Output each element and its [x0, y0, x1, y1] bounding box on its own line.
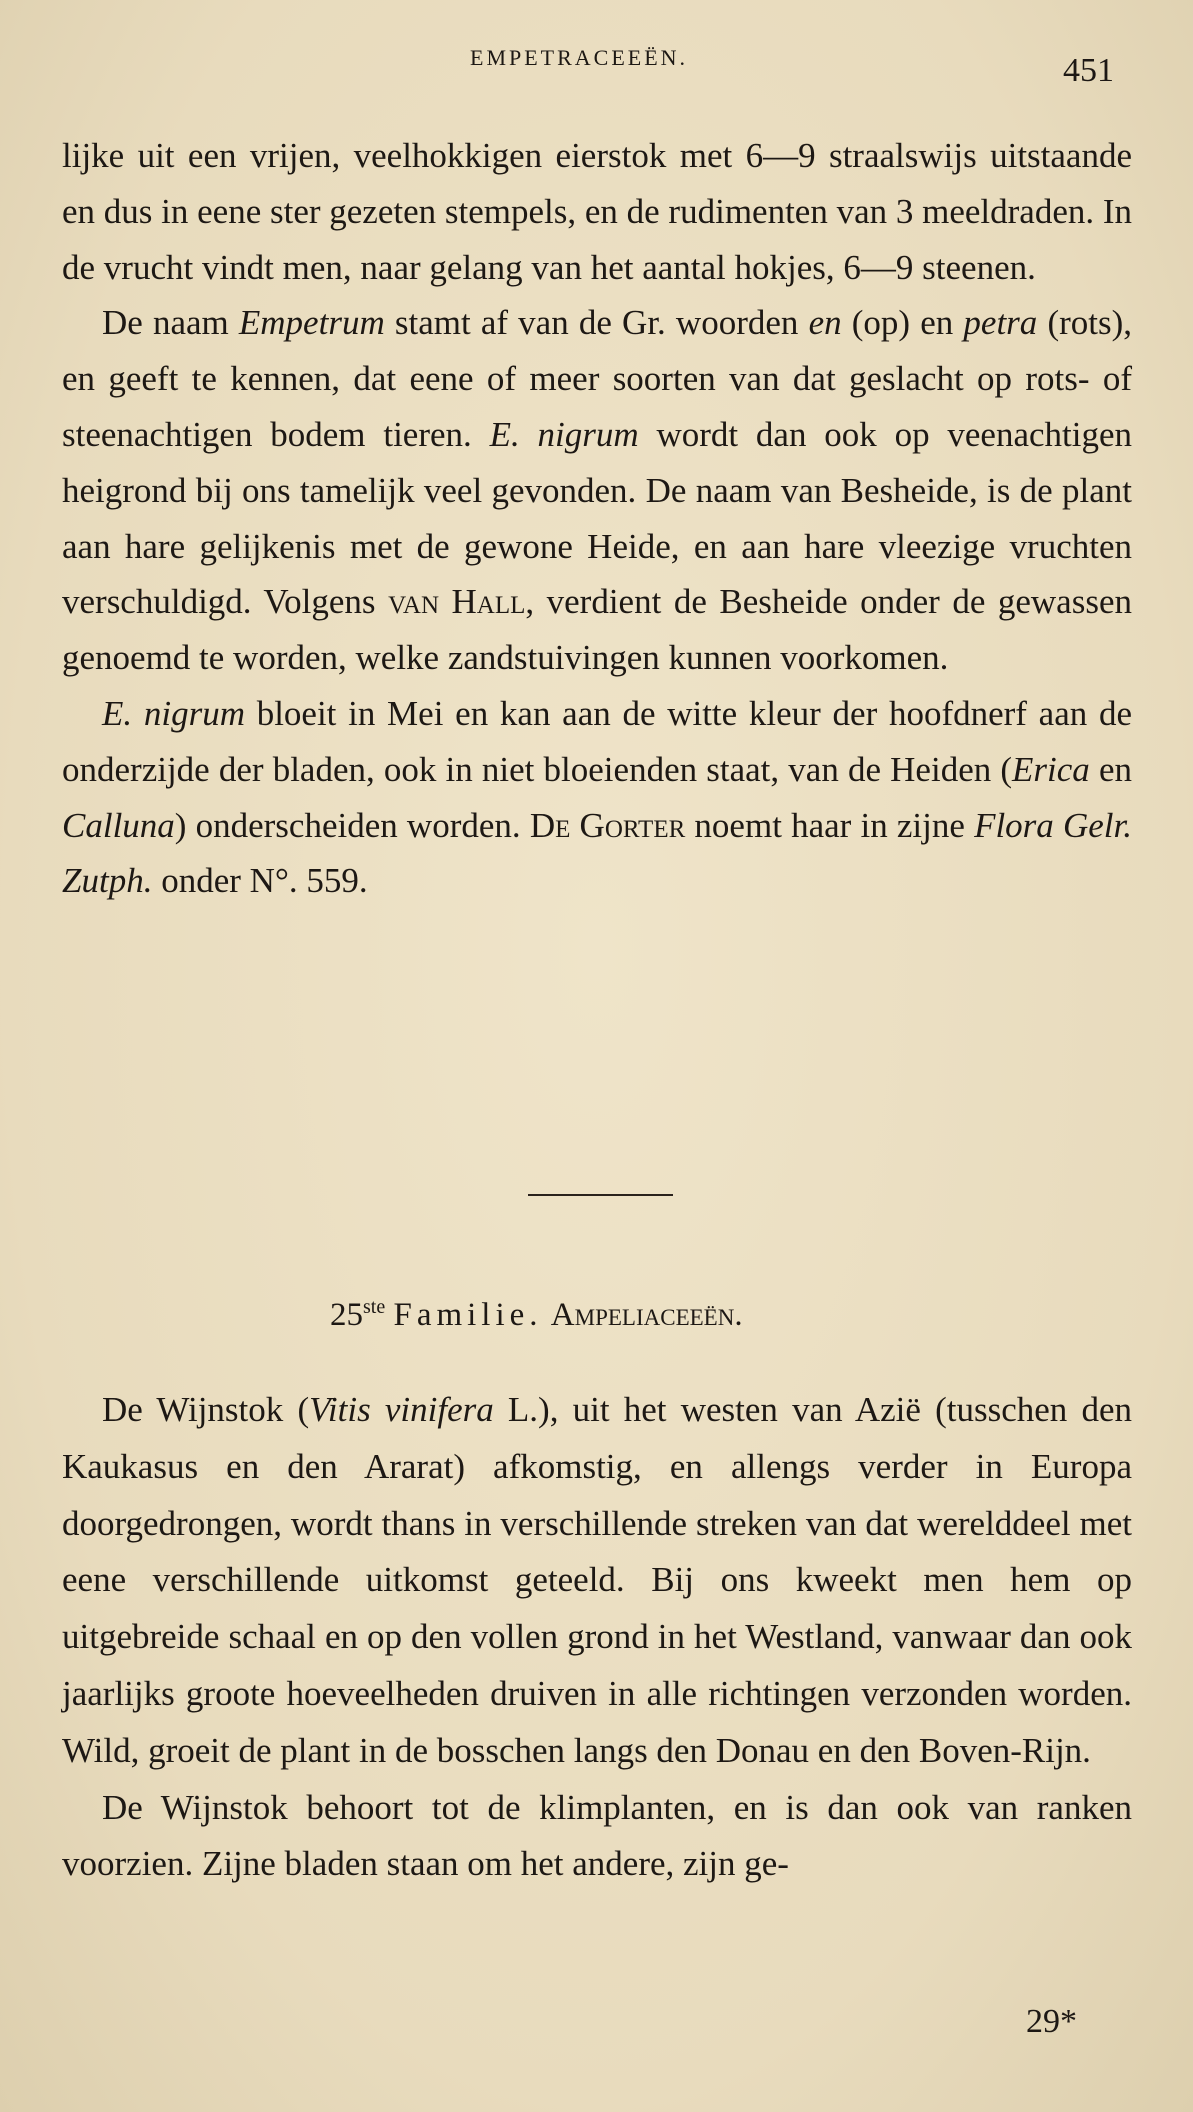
paragraph: E. nigrum bloeit in Mei en kan aan de witte kleur der hoofdnerf aan de onderzijde der bladen, ook in niet bloeienden staat, van de Heiden (Erica en Calluna) onderscheiden worden. De Gorter noemt haar in zijne Flora Gelr. Zutph. onder N°. 559.: [62, 693, 1132, 901]
section-divider: [528, 1194, 673, 1196]
paragraph: De Wijnstok (Vitis vinifera L.), uit het westen van Azië (tusschen den Kaukasus en den Ararat) afkomstig, en allengs verder in Europa doorgedrongen, wordt thans in verschillende streken van dat werelddeel met eene verschillende uitkomst geteeld. Bij ons kweekt men hem op uitgebreide schaal en op den vollen grond in het Westland, vanwaar dan ook jaarlijks groote hoeveelheden druiven in alle richtingen verzonden worden. Wild, groeit de plant in de bosschen langs den Donau en den Boven-Rijn.: [62, 1390, 1132, 1770]
text-block-ampeliaceeen: [62, 1382, 1132, 1893]
family-heading: 25ste Familie. Ampeliaceeën.: [330, 1296, 743, 1333]
paragraph: lijke uit een vrijen, veelhokkigen eierstok met 6—9 straalswijs uitstaande en dus in eene ster gezeten stempels, en de rudimenten van 3 meeldraden. In de vrucht vindt men, naar gelang van het aantal hokjes, 6—9 steenen.: [62, 136, 1133, 287]
signature-mark: 29*: [1026, 2003, 1077, 2040]
text-block-empetraceeen: [62, 128, 1132, 909]
running-header: EMPETRACEEËN.: [470, 45, 689, 70]
paragraph: De naam Empetrum stamt af van de Gr. woorden en (op) en petra (rots), en geeft te kennen, dat eene of meer soorten van dat geslacht op rots- of steenachtigen bodem tieren. E. nigrum wordt dan ook op veenachtigen heigrond bij ons tamelijk veel gevonden. De naam van Besheide, is de plant aan hare gelijkenis met de gewone Heide, en aan hare vleezige vruchten verschuldigd. Volgens van Hall, verdient de Besheide onder de gewassen genoemd te worden, welke zandstuivingen kunnen voorkomen.: [62, 303, 1133, 678]
paragraph: De Wijnstok behoort tot de klimplanten, en is dan ook van ranken voorzien. Zijne bladen staan om het andere, zijn ge-: [62, 1787, 1132, 1884]
page-number: 451: [1063, 52, 1114, 89]
